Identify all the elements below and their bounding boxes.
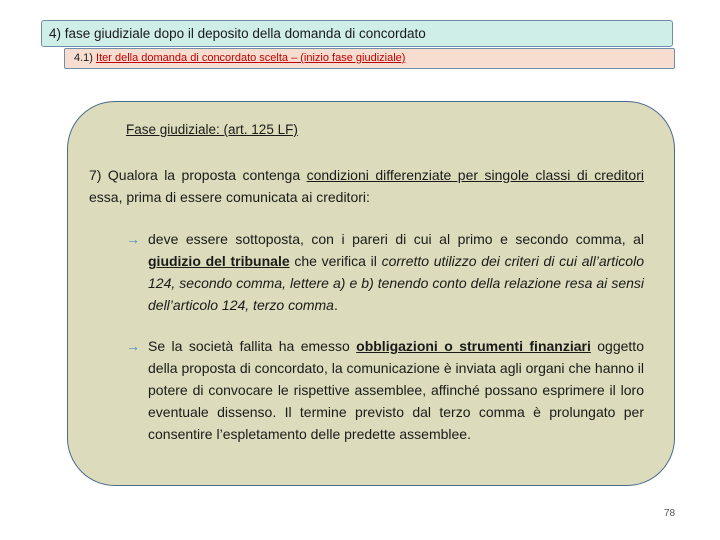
bullet-2-underlined: obbligazioni o strumenti finanziari bbox=[356, 338, 591, 354]
bullet-1-period: . bbox=[333, 297, 338, 313]
arrow-right-icon: → bbox=[126, 338, 140, 354]
arrow-right-icon: → bbox=[126, 231, 140, 247]
bullet-1-part-3: che verifica il bbox=[289, 253, 382, 269]
subtitle-number: 4.1) bbox=[74, 52, 93, 64]
bullet-item-2 bbox=[126, 335, 644, 445]
bullet-1-text bbox=[148, 228, 644, 316]
bullet-2-part-3: oggetto della proposta di concordato, la comunicazione è inviata agli organi che hanno il potere di convocare le rispettive assemblee, affinché possano esprimere il loro eventuale dissenso. Il termine previsto dal terzo comma è prolungato per consentire l’espletamento delle predette assemblee. bbox=[148, 338, 644, 442]
panel-heading: Fase giudiziale: (art. 125 LF) bbox=[126, 122, 298, 137]
page-number: 78 bbox=[664, 508, 676, 519]
bullet-1-italic: corretto utilizzo dei criteri di cui all’articolo 124, secondo comma, lettere a) e b) tenendo conto della relazione resa ai sensi dell’articolo 124, terzo comma bbox=[148, 253, 644, 313]
bullet-1-underlined: giudizio del tribunale bbox=[148, 253, 290, 269]
subtitle-bar bbox=[64, 48, 675, 69]
bullet-item-1 bbox=[126, 228, 644, 316]
subtitle-link[interactable]: Iter della domanda di concordato scelta – (inizio fase giudiziale) bbox=[96, 52, 406, 64]
bullet-2-text bbox=[148, 335, 644, 445]
bullet-1-part-1: deve essere sottoposta, con i pareri di cui al primo e secondo comma, al bbox=[148, 231, 644, 247]
intro-text-end: essa, prima di essere comunicata ai creditori: bbox=[89, 189, 370, 205]
intro-underlined: condizioni differenziate per singole classi di creditori bbox=[306, 167, 644, 183]
bullet-2-part-1: Se la società fallita ha emesso bbox=[148, 338, 357, 354]
slide-title: 4) fase giudiziale dopo il deposito della domanda di concordato bbox=[41, 20, 673, 47]
intro-text: 7) Qualora la proposta contenga bbox=[89, 167, 307, 183]
intro-paragraph bbox=[89, 164, 644, 208]
